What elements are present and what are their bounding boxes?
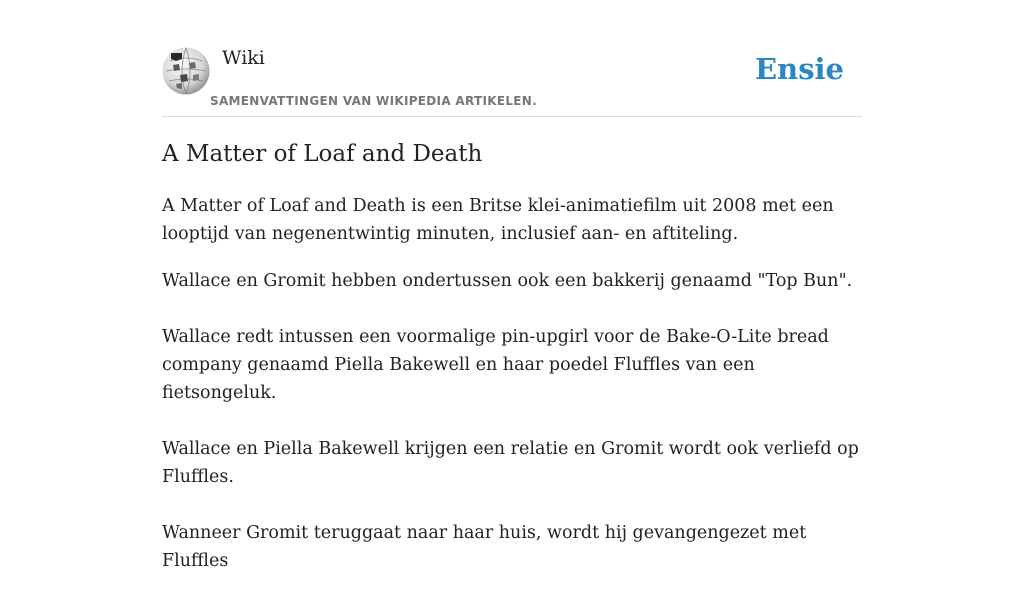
article-intro: A Matter of Loaf and Death is een Britse klei-animatiefilm uit 2008 met een looptijd van negenentwintig minuten, inclusief aan- en aftiteling.: [162, 196, 834, 244]
site-header: [162, 0, 862, 117]
brand-logo-link[interactable]: Ensie: [755, 52, 844, 86]
article-paragraph: Wallace en Gromit hebben ondertussen ook een bakkerij genaamd "Top Bun".: [162, 271, 853, 291]
article-title: A Matter of Loaf and Death: [162, 141, 483, 167]
site-name[interactable]: Wiki: [222, 47, 265, 69]
article-paragraph: Wallace en Piella Bakewell krijgen een relatie en Gromit wordt ook verliefd op Fluffles.: [162, 439, 859, 487]
article-paragraph: Wanneer Gromit teruggaat naar haar huis, wordt hij gevangengezet met Fluffles: [162, 523, 807, 571]
article: [162, 138, 862, 603]
article-body: [162, 267, 862, 575]
site-tagline: SAMENVATTINGEN VAN WIKIPEDIA ARTIKELEN.: [210, 94, 537, 108]
article-paragraph: Wallace redt intussen een voormalige pin-upgirl voor de Bake-O-Lite bread company genaamd Piella Bakewell en haar poedel Fluffles van een fietsongeluk.: [162, 327, 829, 403]
wikipedia-globe-icon[interactable]: [162, 47, 210, 95]
